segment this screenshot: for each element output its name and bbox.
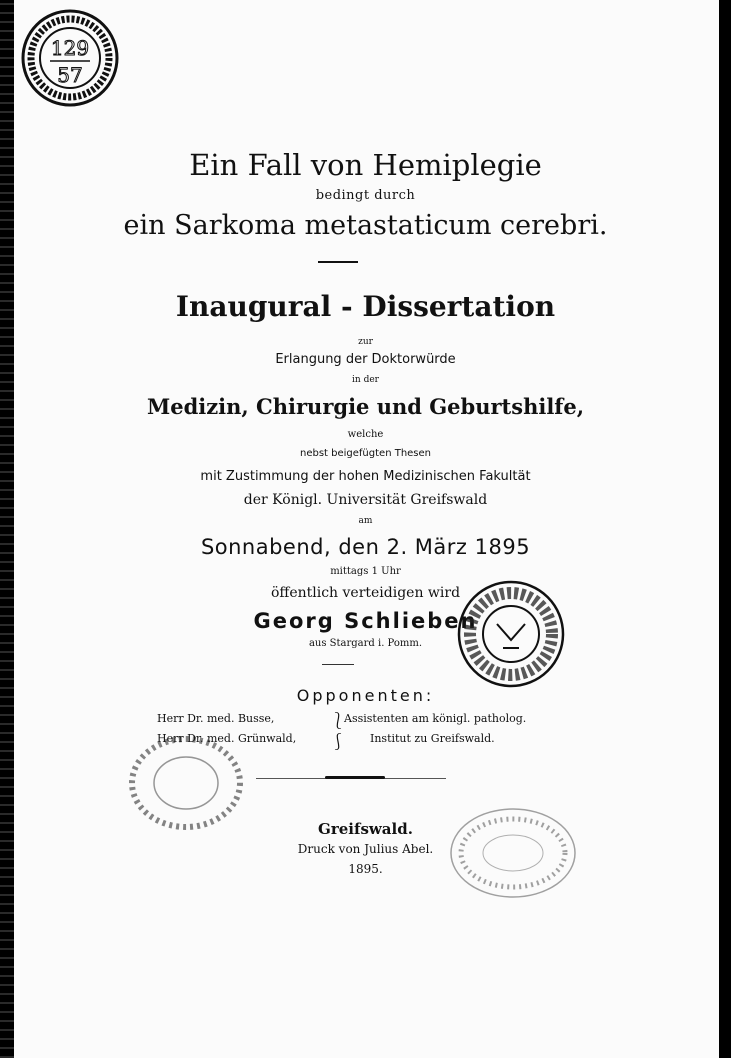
opponent-1-role: Assistenten am königl. patholog. — [344, 712, 527, 725]
divider-rule-small — [322, 664, 354, 665]
opponents-heading: Opponenten: — [296, 686, 435, 705]
text-erlangung: Erlangung der Doktorwürde — [275, 352, 456, 367]
imprint-printer: Druck von Julius Abel. — [297, 842, 434, 856]
subtitle-bedingt: bedingt durch — [315, 188, 416, 203]
faculties-heading: Medizin, Chirurgie und Geburtshilfe, — [146, 394, 585, 419]
library-stamp-top-left — [20, 8, 120, 108]
text-zustimmung: mit Zustimmung der hohen Medizinischen Fakultät — [200, 469, 531, 484]
ornament-rule-center — [325, 776, 385, 779]
defense-time: mittags 1 Uhr — [330, 566, 401, 577]
opponent-1-name: Herr Dr. med. Busse, — [157, 712, 275, 725]
text-am: am — [358, 516, 373, 526]
opponent-2-name: Herr Dr. med. Grünwald, — [157, 732, 297, 745]
title-line-2: ein Sarkoma metastaticum cerebri. — [123, 210, 608, 241]
defense-date: Sonnabend, den 2. März 1895 — [200, 535, 531, 559]
title-line-1: Ein Fall von Hemiplegie — [189, 148, 542, 182]
text-defend: öffentlich verteidigen wird — [270, 585, 461, 601]
faint-stamp-left — [128, 735, 244, 831]
divider-rule — [318, 261, 358, 263]
dissertation-heading: Inaugural - Dissertation — [175, 290, 556, 323]
text-in-der: in der — [352, 375, 379, 385]
text-zur: zur — [358, 337, 373, 347]
opponent-2-role: Institut zu Greifswald. — [370, 732, 495, 745]
svg-text:129: 129 — [50, 36, 90, 60]
svg-text:57: 57 — [57, 63, 83, 87]
text-welche: welche — [347, 429, 384, 440]
author-origin: aus Stargard i. Pomm. — [308, 638, 423, 649]
brace-top: ⎱ — [330, 711, 347, 730]
brace-bottom: ⎰ — [330, 732, 347, 751]
text-university: der Königl. Universität Greifswald — [243, 492, 488, 508]
imprint-city: Greifswald. — [318, 820, 413, 838]
imprint-year: 1895. — [348, 862, 383, 876]
author-name: Georg Schlieben — [253, 609, 478, 633]
library-stamp-right — [455, 578, 567, 690]
text-nebst: nebst beigefügten Thesen — [299, 448, 432, 459]
